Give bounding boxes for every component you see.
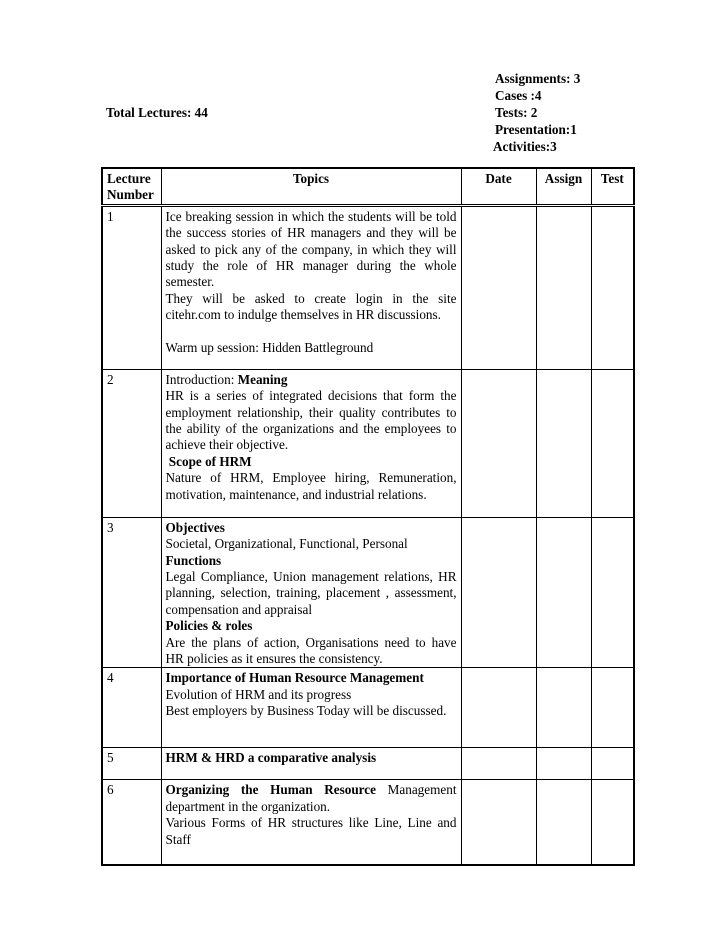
lecture-topic: Importance of Human Resource Management Evolution of HRM and its progress Best employers by Business Today will be discussed. xyxy=(161,668,461,748)
lecture-schedule-table xyxy=(101,167,635,866)
lecture-number: 5 xyxy=(102,748,161,780)
lecture-topic: Organizing the Human Resource Management department in the organization. Various Forms of HR structures like Line, Line and Staff xyxy=(161,780,461,865)
table-row xyxy=(102,369,634,517)
presentation-count: Presentation:1 xyxy=(495,122,577,137)
date-cell xyxy=(461,517,536,668)
date-cell xyxy=(461,205,536,369)
test-cell xyxy=(591,205,634,369)
assign-cell xyxy=(536,205,591,369)
col-test: Test xyxy=(591,168,634,205)
date-cell xyxy=(461,748,536,780)
assign-cell xyxy=(536,369,591,517)
col-assign: Assign xyxy=(536,168,591,205)
table-row xyxy=(102,205,634,369)
table-row xyxy=(102,517,634,668)
activities-count: Activities:3 xyxy=(493,139,557,154)
test-cell xyxy=(591,517,634,668)
test-cell xyxy=(591,369,634,517)
lecture-topic: HRM & HRD a comparative analysis xyxy=(161,748,461,780)
col-date: Date xyxy=(461,168,536,205)
lecture-number: 3 xyxy=(102,517,161,668)
tests-count: Tests: 2 xyxy=(495,105,538,120)
assign-cell xyxy=(536,517,591,668)
total-lectures: Total Lectures: 44 xyxy=(106,105,208,120)
col-lecture-number: Lecture Number xyxy=(102,168,161,205)
lecture-topic: Ice breaking session in which the students will be told the success stories of HR managers and they will be asked to pick any of the company, in which they will study the role of HR manager during the whole semester. They will be asked to create login in the site citehr.com to indulge themselves in HR discussions. Warm up session: Hidden Battleground xyxy=(161,205,461,369)
date-cell xyxy=(461,668,536,748)
lecture-topic: Objectives Societal, Organizational, Functional, Personal Functions Legal Compliance, Union management relations, HR planning, selection, training, placement , assessment, compensation and appraisal Policies & roles Are the plans of action, Organisations need to have HR policies as it ensures the consistency. xyxy=(161,517,461,668)
assignments-count: Assignments: 3 xyxy=(495,71,581,86)
col-topics: Topics xyxy=(161,168,461,205)
date-cell xyxy=(461,780,536,865)
table-row xyxy=(102,780,634,865)
table-header-row xyxy=(102,168,634,205)
lecture-number: 1 xyxy=(102,205,161,369)
test-cell xyxy=(591,668,634,748)
test-cell xyxy=(591,748,634,780)
course-summary xyxy=(495,70,580,155)
cases-count: Cases :4 xyxy=(495,88,542,103)
lecture-number: 2 xyxy=(102,369,161,517)
date-cell xyxy=(461,369,536,517)
test-cell xyxy=(591,780,634,865)
lecture-number: 6 xyxy=(102,780,161,865)
lecture-number: 4 xyxy=(102,668,161,748)
lecture-topic: Introduction: Meaning HR is a series of integrated decisions that form the employment relationship, their quality contributes to the ability of the organizations and the employees to achieve their objective. Scope of HRM Nature of HRM, Employee hiring, Remuneration, motivation, maintenance, and industrial relations. xyxy=(161,369,461,517)
assign-cell xyxy=(536,748,591,780)
assign-cell xyxy=(536,780,591,865)
table-row xyxy=(102,668,634,748)
assign-cell xyxy=(536,668,591,748)
table-row xyxy=(102,748,634,780)
